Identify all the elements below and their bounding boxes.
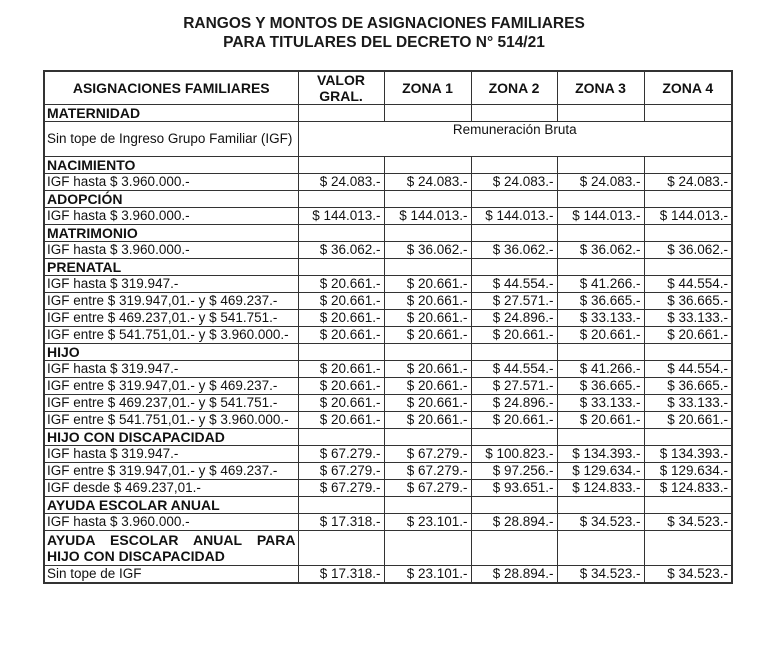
row-label: IGF entre $ 469.237,01.- y $ 541.751.-	[44, 310, 298, 327]
value-zona-1: $ 36.062.-	[384, 242, 471, 259]
empty-cell	[384, 191, 471, 208]
value-valor-gral: $ 67.279.-	[298, 446, 384, 463]
header-valor-gral-text: VALOR GRAL.	[317, 72, 365, 104]
category-row	[44, 157, 732, 174]
value-zona-4: $ 24.083.-	[644, 174, 732, 191]
value-zona-2: $ 24.083.-	[471, 174, 557, 191]
value-zona-3: $ 144.013.-	[557, 208, 644, 225]
value-valor-gral: $ 67.279.-	[298, 463, 384, 480]
merged-value-cell: Remuneración Bruta	[298, 122, 732, 157]
value-valor-gral: $ 20.661.-	[298, 412, 384, 429]
row-label: IGF entre $ 469.237,01.- y $ 541.751.-	[44, 395, 298, 412]
empty-cell	[644, 225, 732, 242]
value-valor-gral: $ 24.083.-	[298, 174, 384, 191]
header-zona-3: ZONA 3	[557, 71, 644, 105]
value-zona-3: $ 134.393.-	[557, 446, 644, 463]
value-zona-1: $ 20.661.-	[384, 412, 471, 429]
value-zona-1: $ 144.013.-	[384, 208, 471, 225]
value-zona-1: $ 20.661.-	[384, 395, 471, 412]
category-label: HIJO CON DISCAPACIDAD	[44, 429, 298, 446]
empty-cell	[471, 429, 557, 446]
value-zona-3: $ 33.133.-	[557, 310, 644, 327]
empty-cell	[557, 344, 644, 361]
category-row	[44, 429, 732, 446]
value-zona-3: $ 24.083.-	[557, 174, 644, 191]
empty-cell	[384, 429, 471, 446]
allowances-table	[43, 70, 733, 584]
empty-cell	[384, 259, 471, 276]
value-zona-1: $ 20.661.-	[384, 310, 471, 327]
value-zona-1: $ 20.661.-	[384, 276, 471, 293]
empty-cell	[298, 344, 384, 361]
empty-cell	[384, 157, 471, 174]
value-zona-1: $ 23.101.-	[384, 514, 471, 531]
value-zona-4: $ 33.133.-	[644, 395, 732, 412]
empty-cell	[644, 497, 732, 514]
value-zona-2: $ 100.823.-	[471, 446, 557, 463]
header-valor-gral	[298, 71, 384, 105]
value-zona-2: $ 20.661.-	[471, 412, 557, 429]
table-row	[44, 327, 732, 344]
row-label: IGF entre $ 319.947,01.- y $ 469.237.-	[44, 378, 298, 395]
table-row	[44, 463, 732, 480]
category-label: NACIMIENTO	[44, 157, 298, 174]
empty-cell	[384, 105, 471, 122]
value-zona-1: $ 20.661.-	[384, 378, 471, 395]
empty-cell	[298, 259, 384, 276]
value-zona-3: $ 36.062.-	[557, 242, 644, 259]
empty-cell	[298, 225, 384, 242]
empty-cell	[471, 157, 557, 174]
table-row	[44, 361, 732, 378]
value-zona-2: $ 20.661.-	[471, 327, 557, 344]
category-label: HIJO	[44, 344, 298, 361]
value-zona-4: $ 44.554.-	[644, 361, 732, 378]
empty-cell	[471, 259, 557, 276]
value-zona-2: $ 28.894.-	[471, 566, 557, 584]
value-zona-2: $ 28.894.-	[471, 514, 557, 531]
table-row	[44, 276, 732, 293]
empty-cell	[644, 429, 732, 446]
empty-cell	[644, 531, 732, 566]
category-label: AYUDA ESCOLAR ANUAL	[44, 497, 298, 514]
value-zona-3: $ 129.634.-	[557, 463, 644, 480]
value-zona-1: $ 67.279.-	[384, 446, 471, 463]
value-valor-gral: $ 20.661.-	[298, 327, 384, 344]
value-zona-4: $ 129.634.-	[644, 463, 732, 480]
row-label: IGF entre $ 541.751,01.- y $ 3.960.000.-	[44, 327, 298, 344]
empty-cell	[384, 531, 471, 566]
value-zona-1: $ 20.661.-	[384, 293, 471, 310]
category-label: MATERNIDAD	[44, 105, 298, 122]
value-zona-1: $ 24.083.-	[384, 174, 471, 191]
empty-cell	[557, 105, 644, 122]
value-zona-2: $ 44.554.-	[471, 276, 557, 293]
empty-cell	[557, 497, 644, 514]
empty-cell	[471, 191, 557, 208]
header-zona-4: ZONA 4	[644, 71, 732, 105]
value-zona-3: $ 20.661.-	[557, 327, 644, 344]
row-label: IGF hasta $ 319.947.-	[44, 276, 298, 293]
row-label: IGF hasta $ 3.960.000.-	[44, 242, 298, 259]
empty-cell	[644, 105, 732, 122]
value-zona-1: $ 23.101.-	[384, 566, 471, 584]
row-label: IGF entre $ 319.947,01.- y $ 469.237.-	[44, 463, 298, 480]
empty-cell	[557, 429, 644, 446]
empty-cell	[557, 157, 644, 174]
table-body	[44, 105, 732, 584]
value-valor-gral: $ 20.661.-	[298, 361, 384, 378]
value-zona-2: $ 44.554.-	[471, 361, 557, 378]
value-valor-gral: $ 144.013.-	[298, 208, 384, 225]
empty-cell	[644, 259, 732, 276]
row-label: IGF hasta $ 3.960.000.-	[44, 208, 298, 225]
value-zona-4: $ 134.393.-	[644, 446, 732, 463]
value-zona-1: $ 20.661.-	[384, 361, 471, 378]
table-row	[44, 395, 732, 412]
empty-cell	[384, 497, 471, 514]
empty-cell	[471, 531, 557, 566]
empty-cell	[471, 225, 557, 242]
row-label: IGF entre $ 541.751,01.- y $ 3.960.000.-	[44, 412, 298, 429]
empty-cell	[298, 191, 384, 208]
value-zona-4: $ 36.665.-	[644, 293, 732, 310]
row-label: IGF hasta $ 3.960.000.-	[44, 174, 298, 191]
value-zona-2: $ 27.571.-	[471, 378, 557, 395]
table-row	[44, 208, 732, 225]
value-zona-3: $ 41.266.-	[557, 361, 644, 378]
category-label: AYUDA ESCOLAR ANUAL PARA HIJO CON DISCAPACIDAD	[44, 531, 298, 566]
table-row	[44, 242, 732, 259]
value-zona-3: $ 124.833.-	[557, 480, 644, 497]
value-valor-gral: $ 17.318.-	[298, 514, 384, 531]
document-title-line-1: RANGOS Y MONTOS DE ASIGNACIONES FAMILIARES	[183, 15, 585, 32]
category-row	[44, 344, 732, 361]
value-zona-2: $ 27.571.-	[471, 293, 557, 310]
category-row	[44, 105, 732, 122]
value-zona-2: $ 24.896.-	[471, 310, 557, 327]
empty-cell	[298, 531, 384, 566]
table-header-row	[44, 71, 732, 105]
empty-cell	[644, 157, 732, 174]
value-zona-4: $ 36.665.-	[644, 378, 732, 395]
table-row	[44, 310, 732, 327]
empty-cell	[298, 429, 384, 446]
empty-cell	[384, 344, 471, 361]
empty-cell	[298, 105, 384, 122]
value-zona-4: $ 34.523.-	[644, 514, 732, 531]
empty-cell	[644, 191, 732, 208]
value-zona-3: $ 41.266.-	[557, 276, 644, 293]
value-zona-4: $ 33.133.-	[644, 310, 732, 327]
table-row	[44, 480, 732, 497]
empty-cell	[471, 497, 557, 514]
value-zona-4: $ 36.062.-	[644, 242, 732, 259]
empty-cell	[557, 225, 644, 242]
empty-cell	[557, 259, 644, 276]
value-zona-3: $ 34.523.-	[557, 514, 644, 531]
value-valor-gral: $ 20.661.-	[298, 310, 384, 327]
table-row	[44, 293, 732, 310]
category-row	[44, 225, 732, 242]
value-valor-gral: $ 67.279.-	[298, 480, 384, 497]
value-zona-1: $ 20.661.-	[384, 327, 471, 344]
category-row	[44, 259, 732, 276]
row-label: Sin tope de IGF	[44, 566, 298, 584]
value-valor-gral: $ 17.318.-	[298, 566, 384, 584]
category-row	[44, 531, 732, 566]
value-zona-2: $ 93.651.-	[471, 480, 557, 497]
value-valor-gral: $ 20.661.-	[298, 378, 384, 395]
table-row	[44, 174, 732, 191]
category-row	[44, 191, 732, 208]
value-zona-1: $ 67.279.-	[384, 463, 471, 480]
value-zona-3: $ 36.665.-	[557, 378, 644, 395]
empty-cell	[471, 344, 557, 361]
value-zona-4: $ 34.523.-	[644, 566, 732, 584]
table-row	[44, 446, 732, 463]
header-zona-2: ZONA 2	[471, 71, 557, 105]
value-zona-3: $ 33.133.-	[557, 395, 644, 412]
value-valor-gral: $ 20.661.-	[298, 276, 384, 293]
value-zona-4: $ 20.661.-	[644, 327, 732, 344]
value-zona-3: $ 34.523.-	[557, 566, 644, 584]
value-zona-3: $ 20.661.-	[557, 412, 644, 429]
empty-cell	[644, 344, 732, 361]
empty-cell	[298, 497, 384, 514]
table-row	[44, 566, 732, 584]
value-zona-2: $ 97.256.-	[471, 463, 557, 480]
document-title-line-2: PARA TITULARES DEL DECRETO N° 514/21	[223, 34, 545, 51]
empty-cell	[384, 225, 471, 242]
table-row	[44, 378, 732, 395]
value-zona-4: $ 20.661.-	[644, 412, 732, 429]
row-label: IGF hasta $ 3.960.000.-	[44, 514, 298, 531]
table-row	[44, 514, 732, 531]
category-row	[44, 497, 732, 514]
row-label: IGF hasta $ 319.947.-	[44, 361, 298, 378]
value-valor-gral: $ 36.062.-	[298, 242, 384, 259]
row-label: IGF desde $ 469.237,01.-	[44, 480, 298, 497]
value-zona-4: $ 124.833.-	[644, 480, 732, 497]
row-label: Sin tope de Ingreso Grupo Familiar (IGF)	[44, 122, 298, 157]
value-zona-2: $ 24.896.-	[471, 395, 557, 412]
value-zona-2: $ 36.062.-	[471, 242, 557, 259]
header-asignaciones: ASIGNACIONES FAMILIARES	[44, 71, 298, 105]
value-zona-2: $ 144.013.-	[471, 208, 557, 225]
value-zona-3: $ 36.665.-	[557, 293, 644, 310]
row-label: IGF entre $ 319.947,01.- y $ 469.237.-	[44, 293, 298, 310]
category-label: MATRIMONIO	[44, 225, 298, 242]
value-valor-gral: $ 20.661.-	[298, 293, 384, 310]
empty-cell	[557, 191, 644, 208]
category-label: ADOPCIÓN	[44, 191, 298, 208]
row-label: IGF hasta $ 319.947.-	[44, 446, 298, 463]
header-zona-1: ZONA 1	[384, 71, 471, 105]
table-row	[44, 122, 732, 157]
value-zona-4: $ 44.554.-	[644, 276, 732, 293]
table-row	[44, 412, 732, 429]
empty-cell	[471, 105, 557, 122]
empty-cell	[557, 531, 644, 566]
value-zona-1: $ 67.279.-	[384, 480, 471, 497]
empty-cell	[298, 157, 384, 174]
value-valor-gral: $ 20.661.-	[298, 395, 384, 412]
value-zona-4: $ 144.013.-	[644, 208, 732, 225]
category-label: PRENATAL	[44, 259, 298, 276]
